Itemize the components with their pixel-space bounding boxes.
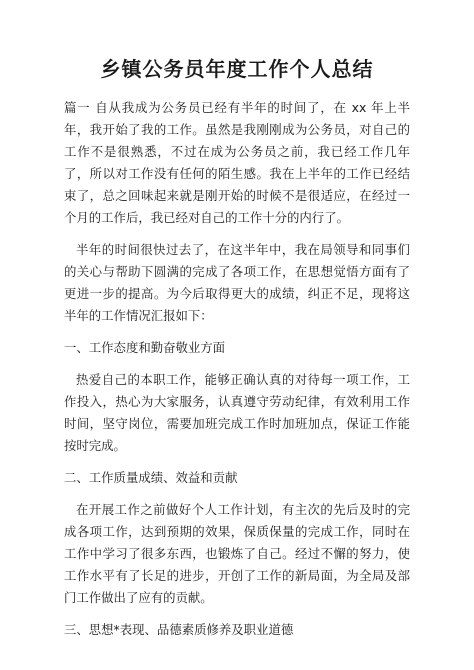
section-1-heading: 一、工作态度和勤奋敬业方面 [64, 340, 226, 355]
section-1-paragraph: 热爱自己的本职工作，能够正确认真的对待每一项工作，工作投入，热心为大家服务，认真遵守劳动纪律，有效利用工作时间，坚守岗位，需要加班完成工作时加班加点，保证工作能按时完成。 [64, 372, 410, 453]
document-title: 乡镇公务员年度工作个人总结 [100, 57, 374, 81]
section-2-paragraph: 在开展工作之前做好个人工作计划，有主次的先后及时的完成各项工作，达到预期的效果，保质保量的完成工作，同时在工作中学习了很多东西，也锻炼了自己。经过不懈的努力，使工作水平有了长足的进步，开创了工作的新局面，为全局及部门工作做出了应有的贡献。 [64, 502, 410, 605]
section-2-heading: 二、工作质量成绩、效益和贡献 [64, 470, 238, 485]
section-3-heading: 三、思想*表现、品德素质修养及职业道德 [64, 622, 294, 637]
summary-paragraph: 半年的时间很快过去了，在这半年中，我在局领导和同事们的关心与帮助下圆满的完成了各项工作，在思想觉悟方面有了更进一步的提高。为今后取得更大的成绩，纠正不足，现将这半年的工作情况汇报如下： [64, 242, 410, 323]
intro-paragraph: 篇一 自从我成为公务员已经有半年的时间了，在 xx 年上半年，我开始了我的工作。虽然是我刚刚成为公务员，对自己的工作不是很熟悉，不过在成为公务员之前，我已经工作几年了，所以对工作没有任何的陌生感。我在上半年的工作已经结束了，总之回味起来就是刚开始的时候不是很适应，在经过一个月的工作后，我已经对自己的工作十分的内行了。 [64, 100, 410, 225]
